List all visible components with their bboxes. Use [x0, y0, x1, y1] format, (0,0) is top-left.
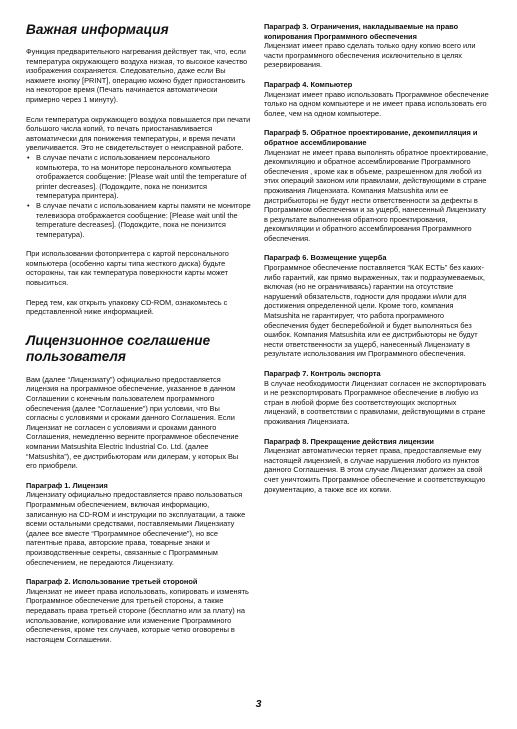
bullet-item: • В случае печати с использованием персонального компьютера, то на мониторе персонального компьютера отображается сообщение: [Please wait until the temperature of printer decreases]. (Подождите, пока не понизится температура принтера). [36, 153, 251, 201]
section-text: Лицензиат имеет право сделать только одну копию всего или части программного обеспечения исключительно в целях резервирования. [264, 41, 476, 70]
important-info-heading: Важная информация [26, 22, 169, 37]
intro-paragraph: Если температура окружающего воздуха повышается при печати большого числа копий, то печать приостанавливается автоматически для понижения температуры, и время печати увеличивается. Это не свидетельствует о неисправной работе. [26, 114, 251, 153]
section-title: Параграф 7. Контроль экспорта [264, 369, 381, 378]
section-text: Лицензиат не имеет права выполнять обратное проектирование, декомпиляцию и обратное ассемблирование Программного обеспечения , кроме как в объеме, разрешенном для любой из этих операций законом или правилами, действующими в стране проживания Лицензиата. Компания Matsushita или ее дистрибьюторы не будут нести ответственности за дефекты в Программном обеспечении и за ущерб, нанесенный Лицензиату в результате выполнения обратного проектирования, декомпиляции и обратного ассемблирования Программного обеспечения. [264, 147, 489, 243]
license-section [264, 128, 490, 243]
section-text: Лицензиат имеет право использовать Программное обеспечение только на одном компьютере и не имеет права использовать его более, чем на одном компьютере. [264, 89, 489, 118]
right-column [264, 22, 490, 504]
license-section [26, 577, 251, 644]
license-section [264, 437, 490, 495]
section-text: Лицензиату официально предоставляется право пользоваться Программным обеспечением, включая информацию, записанную на CD-ROM и инструкции по эксплуатации, а также всеми остальными средствами, поставляемыми Лицензиату (далее все вместе “Программное обеспечение”), но все патентные права, авторские права, товарные знаки и производственные секреты, связанные с Программным обеспечением, не передаются Лицензиату. [26, 490, 246, 567]
bullet-item: • В случае печати с использованием карты памяти не мониторе телевизора отображается сообщение: [Please wait until the temperature decreases]. (Подождите, пока не понизится температура). [36, 201, 251, 239]
left-column [26, 22, 251, 654]
section-title: Параграф 4. Компьютер [264, 79, 353, 89]
license-section [264, 253, 490, 359]
section-title: Параграф 1. Лицензия [26, 480, 108, 490]
body-paragraph: Перед тем, как открыть упаковку CD-ROM, ознакомьтесь с представленной ниже информацией. [26, 297, 228, 317]
section-text: В случае необходимости Лицензиат согласен не экспортировать и не реэкспортировать Программное обеспечение в любую из стран в любой форме без соответствующих экспортных лицензий, в соответствии с правилами, действующими в стране проживания Лицензиата. [264, 378, 487, 426]
license-section [264, 22, 490, 70]
license-intro: Вам (далее “Лицензиату”) официально предоставляется лицензия на программное обеспечение, указанное в данном Соглашении с конечным пользователем программного обеспечения (далее “Соглашение”) при условии, что Вы согласны с условиями и сроками данного Соглашения. Если Лицензиат не согласен с условиями и сроками данного Соглашения, немедленно верните программное обеспечение компании Matsushita Electric Industrial Co. Ltd. (далее “Matsushita”), ее дистрибьюторам или дилерам, у которых Вы его приобрели. [26, 374, 239, 471]
intro-paragraph: Функция предварительного нагревания действует так, что, если температура окружающего воздуха низкая, то высокое качество изображения сохраняется. Следовательно, даже если Вы нажмете кнопку [PRINT], операцию можно будет приостановить на некоторое время (Печать начинается автоматически примерно через 1 минуту). [26, 47, 248, 104]
section-title: Параграф 5. Обратное проектирование, декомпилляция и обратное ассемблирование [264, 128, 478, 147]
section-title: Параграф 2. Использование третьей стороной [26, 577, 198, 587]
bullet-list [26, 153, 251, 239]
section-title: Параграф 6. Возмещение ущерба [264, 253, 387, 263]
section-text: Программное обеспечение поставляется “КАК ЕСТЬ” без каких-либо гарантий, как прямо выраженных, так и подразумеваемых, включая (но не ограничиваясь) гарантии на отсутствие нарушений обязательств, годности для продажи и/или для достижения определенной цели. Кроме того, компания Matsushita не гарантирует, что работа программного обеспечения будет бесперебойной и будет выполняться без ошибок. Компания Matsushita или ее дистрибьюторы не будут нести ответственности за ущерб, нанесенный Лицензиату в результате использования им Программного обеспечения. [264, 263, 485, 359]
license-heading: Лицензионное соглашение пользователя [26, 332, 211, 364]
body-paragraph: При использовании фотопринтера с картой персонального компьютера (особенно карты типа жесткого диска) будьте осторожны, так как температура поверхности карты может повыситься. [26, 249, 229, 288]
page-number: 3 [255, 698, 262, 710]
section-title: Параграф 3. Ограничения, накладываемые на право копирования Программного обеспечения [264, 22, 459, 41]
license-section [264, 80, 490, 118]
license-section [264, 369, 490, 427]
license-section [26, 481, 251, 567]
section-title: Параграф 8. Прекращение действия лицензии [264, 436, 434, 446]
section-text: Лицензиат не имеет права использовать, копировать и изменять Программное обеспечение для третьей стороны, а также передавать права третьей стороне (бесплатно или за плату) на использование, копирование или изменение Программного обеспечения, кроме тех случаев, которые четко оговорены в настоящем Соглашении. [26, 586, 249, 644]
section-text: Лицензиат автоматически теряет права, предоставляемые ему настоящей лицензией, в случае нарушения любого из пунктов данного Соглашения. В этом случае Лицензиат должен за свой счет уничтожить Программное обеспечение и соответствующую документацию, а также все их копии. [264, 446, 486, 494]
